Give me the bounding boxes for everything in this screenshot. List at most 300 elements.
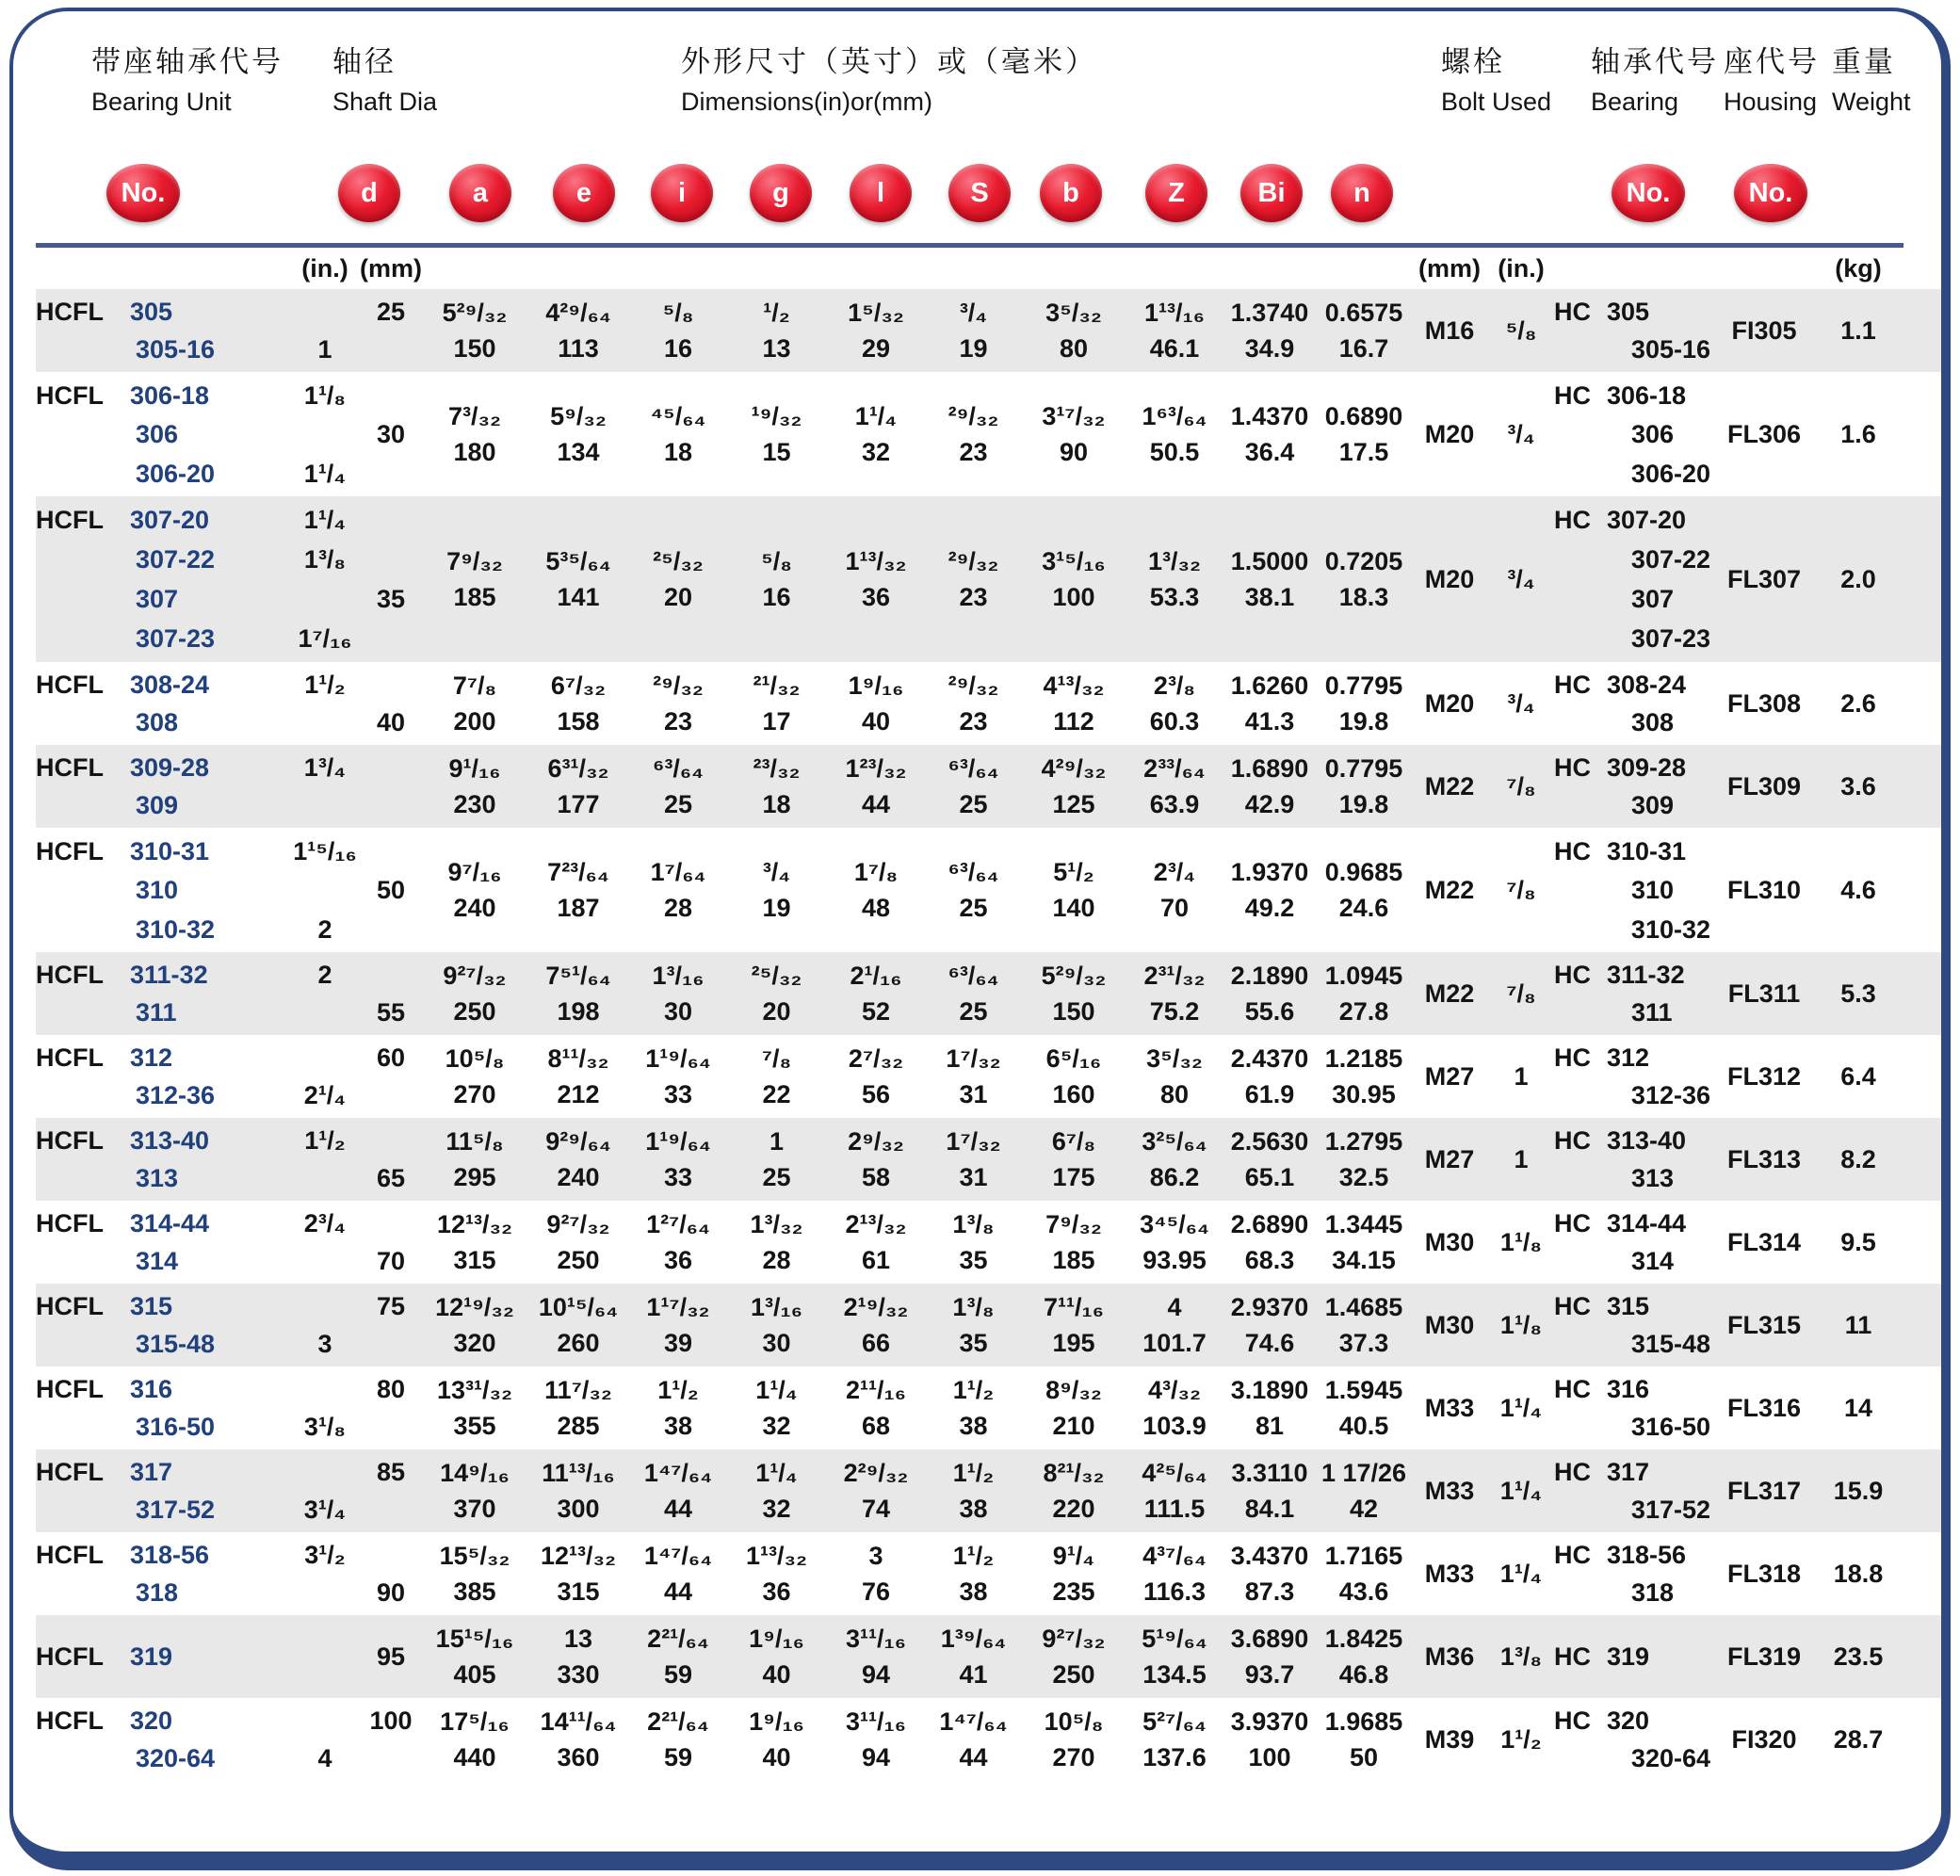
dim-n-in-value: 1.8425 bbox=[1324, 1625, 1403, 1653]
dim-l-in-value: 2¹⁹/₃₂ bbox=[843, 1293, 909, 1321]
dim-z-mm-value: 75.2 bbox=[1149, 997, 1200, 1026]
bearing-no-prefix bbox=[1554, 1577, 1631, 1609]
dim-n-mm-value: 16.7 bbox=[1338, 334, 1389, 363]
dim-z-cell bbox=[1126, 952, 1223, 1035]
bearing-no-number: 306-20 bbox=[1630, 459, 1710, 488]
header-weight-en: Weight bbox=[1832, 88, 1911, 116]
column-badge-l: l bbox=[850, 164, 912, 222]
bearing-no-prefix bbox=[1554, 996, 1631, 1028]
dim-n-in-value: 1.0945 bbox=[1324, 962, 1403, 990]
bearing-no-prefix bbox=[1554, 1245, 1631, 1277]
bearing-no-number: 315-48 bbox=[1630, 1330, 1710, 1359]
column-badge-housing-no: No. bbox=[1734, 164, 1807, 222]
dim-e-cell bbox=[527, 828, 629, 952]
dim-e-cell bbox=[527, 662, 629, 745]
dim-a-in-value: 9¹/₁₆ bbox=[448, 754, 501, 783]
dim-g-in-value: 1 bbox=[769, 1127, 785, 1156]
bearing-unit-no bbox=[36, 789, 290, 821]
column-badge-s: S bbox=[948, 164, 1011, 222]
dim-b-cell bbox=[1021, 828, 1126, 952]
bearing-unit-number: 305 bbox=[130, 297, 173, 326]
dim-s-in-value: 1³/₈ bbox=[952, 1210, 995, 1238]
housing-no-cell bbox=[1710, 1284, 1818, 1367]
dim-n-cell bbox=[1317, 289, 1411, 372]
bearing-no bbox=[1554, 1456, 1710, 1488]
dim-i-in-value: 1¹⁹/₆₄ bbox=[645, 1127, 711, 1156]
shaft-dia-in-value: 1³/₈ bbox=[303, 545, 347, 574]
shaft-dia-mm-value: 85 bbox=[376, 1457, 406, 1486]
dim-bi-cell bbox=[1223, 1284, 1317, 1367]
bearing-no-number: 308-24 bbox=[1607, 670, 1687, 699]
dim-l-in-value: 3¹¹/₁₆ bbox=[846, 1625, 906, 1653]
dim-b-in-value: 7⁹/₃₂ bbox=[1045, 1210, 1102, 1238]
bearing-no bbox=[1554, 1207, 1710, 1239]
dim-i-in-value: 1¹/₂ bbox=[657, 1376, 699, 1404]
dim-i-in-value: 2²¹/₆₄ bbox=[647, 1707, 709, 1736]
dim-bi-cell bbox=[1223, 1035, 1317, 1118]
unit-weight-kg: (kg) bbox=[1835, 253, 1882, 283]
dim-e-cell bbox=[527, 1615, 629, 1698]
shaft-dia-mm-value bbox=[360, 1411, 422, 1443]
header-bolt-used-zh: 螺栓 bbox=[1441, 45, 1505, 78]
bearing-unit-no bbox=[36, 1494, 290, 1526]
dim-l-mm-value: 94 bbox=[861, 1660, 891, 1689]
dim-e-in-value: 7²³/₆₄ bbox=[547, 858, 609, 886]
dim-b-mm-value: 125 bbox=[1052, 790, 1095, 818]
weight-cell bbox=[1818, 1284, 1899, 1367]
dim-l-cell bbox=[826, 289, 926, 372]
bearing-no-prefix: HC bbox=[1554, 1374, 1591, 1403]
shaft-dia-mm-cell bbox=[360, 496, 422, 662]
dim-a-in-value: 7³/₃₂ bbox=[448, 402, 501, 430]
shaft-dia-mm-value bbox=[360, 504, 422, 536]
dim-g-mm-value: 32 bbox=[762, 1412, 791, 1440]
dim-s-in-value: 1⁷/₃₂ bbox=[946, 1127, 1001, 1156]
shaft-dia-in-cell bbox=[290, 1367, 360, 1449]
dim-s-mm-value: 38 bbox=[959, 1495, 988, 1523]
bearing-no-prefix: HC bbox=[1554, 752, 1591, 782]
dim-s-cell bbox=[926, 1367, 1021, 1449]
bolt-mm-cell bbox=[1411, 1532, 1488, 1615]
bearing-unit-no bbox=[36, 752, 290, 784]
dim-i-mm-value: 44 bbox=[663, 1577, 693, 1606]
shaft-dia-mm-value: 40 bbox=[376, 708, 406, 737]
dim-g-in-value: ²¹/₃₂ bbox=[753, 671, 801, 700]
dim-n-cell bbox=[1317, 828, 1411, 952]
bearing-unit-prefix bbox=[36, 623, 136, 655]
dim-b-mm-value: 150 bbox=[1052, 997, 1095, 1026]
bearing-no-number: 306 bbox=[1631, 420, 1675, 448]
dim-a-in-value: 13³¹/₃₂ bbox=[437, 1376, 512, 1404]
bearing-no-prefix bbox=[1554, 789, 1631, 821]
dim-n-cell bbox=[1317, 952, 1411, 1035]
shaft-dia-mm-value: 55 bbox=[376, 998, 406, 1027]
housing-no-cell bbox=[1710, 1615, 1818, 1698]
housing-no-value: FL308 bbox=[1726, 689, 1802, 718]
shaft-dia-mm-value bbox=[360, 1328, 422, 1360]
housing-no-value: FI305 bbox=[1731, 316, 1797, 345]
column-badge-e: e bbox=[553, 164, 615, 222]
bearing-no-cell bbox=[1554, 1035, 1710, 1118]
bearing-unit-prefix: HCFL bbox=[36, 1457, 104, 1486]
housing-no-cell bbox=[1710, 745, 1818, 828]
dim-b-cell bbox=[1021, 1201, 1126, 1284]
dim-z-in-value: 2³¹/₃₂ bbox=[1143, 962, 1206, 990]
housing-no-cell bbox=[1710, 1118, 1818, 1201]
dim-l-mm-value: 61 bbox=[861, 1246, 891, 1274]
shaft-dia-mm-value bbox=[360, 835, 422, 867]
bearing-no bbox=[1554, 1705, 1710, 1737]
shaft-dia-in-cell bbox=[290, 1035, 360, 1118]
dim-b-in-value: 5²⁹/₃₂ bbox=[1041, 962, 1107, 990]
shaft-dia-in-value: 1¹/₄ bbox=[303, 459, 347, 488]
dim-l-in-value: 2¹/₁₆ bbox=[850, 962, 902, 990]
dim-n-mm-value: 30.95 bbox=[1332, 1080, 1396, 1108]
bearing-unit-no bbox=[36, 669, 290, 701]
dim-a-in-value: 7⁷/₈ bbox=[452, 671, 497, 700]
dim-s-in-value: 1³/₈ bbox=[952, 1293, 995, 1321]
dim-bi-in-value: 3.3110 bbox=[1231, 1459, 1308, 1487]
bolt-in-cell bbox=[1488, 1284, 1554, 1367]
dim-g-mm-value: 19 bbox=[762, 894, 791, 922]
dim-bi-mm-value: 74.6 bbox=[1244, 1329, 1295, 1357]
dim-a-cell bbox=[422, 952, 527, 1035]
dim-l-in-value: 1⁵/₃₂ bbox=[848, 299, 904, 327]
bearing-no-cell bbox=[1554, 662, 1710, 745]
bearing-unit-number: 319 bbox=[130, 1642, 173, 1671]
bearing-unit-no bbox=[36, 1245, 290, 1277]
bearing-no-cell bbox=[1554, 1615, 1710, 1698]
dim-g-cell bbox=[727, 1615, 826, 1698]
bearing-unit-no bbox=[36, 418, 290, 450]
dim-l-mm-value: 40 bbox=[861, 707, 891, 736]
weight-value: 18.8 bbox=[1833, 1560, 1884, 1588]
page-content bbox=[13, 11, 1941, 1852]
dim-i-in-value: 1¹⁹/₆₄ bbox=[645, 1044, 711, 1073]
column-badge-row bbox=[36, 153, 1941, 243]
bearing-no-prefix bbox=[1554, 1411, 1631, 1443]
dim-l-cell bbox=[826, 1698, 926, 1781]
bearing-unit-no bbox=[36, 1079, 290, 1111]
dim-g-in-value: 1¹/₄ bbox=[755, 1459, 798, 1487]
shaft-dia-in-value bbox=[290, 418, 360, 450]
dim-l-cell bbox=[826, 1035, 926, 1118]
dim-a-cell bbox=[422, 1118, 527, 1201]
bearing-no-number: 305 bbox=[1607, 297, 1650, 326]
dim-n-cell bbox=[1317, 496, 1411, 662]
dim-z-cell bbox=[1126, 828, 1223, 952]
dim-z-in-value: 4 bbox=[1167, 1293, 1182, 1321]
dim-b-cell bbox=[1021, 745, 1126, 828]
dim-s-mm-value: 25 bbox=[959, 997, 988, 1026]
table-body bbox=[36, 289, 1941, 1781]
housing-no-cell bbox=[1710, 1201, 1818, 1284]
dim-b-cell bbox=[1021, 1035, 1126, 1118]
weight-value: 8.2 bbox=[1840, 1145, 1876, 1173]
dim-b-mm-value: 80 bbox=[1059, 334, 1089, 363]
bearing-unit-number: 306-18 bbox=[130, 380, 210, 410]
weight-value: 9.5 bbox=[1840, 1228, 1876, 1256]
dim-n-mm-value: 24.6 bbox=[1338, 894, 1389, 922]
dim-a-mm-value: 200 bbox=[453, 707, 496, 736]
bearing-unit-no-cell bbox=[36, 1118, 290, 1201]
dim-n-in-value: 0.7795 bbox=[1324, 754, 1403, 783]
dim-n-cell bbox=[1317, 1201, 1411, 1284]
dim-l-cell bbox=[826, 1118, 926, 1201]
bearing-unit-number: 314-44 bbox=[130, 1208, 210, 1237]
housing-no-cell bbox=[1710, 1367, 1818, 1449]
shaft-dia-mm-cell bbox=[360, 1035, 422, 1118]
dim-z-mm-value: 70 bbox=[1159, 894, 1190, 922]
bearing-unit-prefix: HCFL bbox=[36, 836, 104, 865]
shaft-dia-in-cell bbox=[290, 1284, 360, 1367]
dim-s-mm-value: 35 bbox=[959, 1329, 988, 1357]
bearing-unit-prefix: HCFL bbox=[36, 1374, 104, 1403]
shaft-dia-mm-value bbox=[360, 458, 422, 490]
weight-cell bbox=[1818, 372, 1899, 496]
dim-b-in-value: 9¹/₄ bbox=[1052, 1542, 1095, 1570]
dim-e-mm-value: 141 bbox=[557, 583, 600, 611]
dim-z-mm-value: 134.5 bbox=[1142, 1660, 1207, 1689]
bearing-unit-prefix: HCFL bbox=[36, 297, 104, 326]
dim-b-cell bbox=[1021, 1118, 1126, 1201]
dim-l-in-value: 3 bbox=[868, 1542, 883, 1570]
bearing-unit-no bbox=[36, 458, 290, 490]
bolt-in-cell bbox=[1488, 1201, 1554, 1284]
shaft-dia-mm-value: 50 bbox=[376, 876, 406, 904]
bearing-no bbox=[1554, 1742, 1710, 1774]
shaft-dia-mm-value bbox=[360, 789, 422, 821]
dim-s-cell bbox=[926, 828, 1021, 952]
bearing-no bbox=[1554, 296, 1710, 328]
bolt-in-value: 1¹/₄ bbox=[1499, 1394, 1543, 1422]
bearing-no-prefix: HC bbox=[1554, 1125, 1591, 1155]
weight-value: 6.4 bbox=[1840, 1062, 1876, 1091]
bearing-unit-number: 305-16 bbox=[136, 335, 216, 364]
bearing-unit-no bbox=[36, 1042, 290, 1074]
bearing-no bbox=[1554, 543, 1710, 575]
bearing-unit-no bbox=[36, 1411, 290, 1443]
dim-g-cell bbox=[727, 662, 826, 745]
dim-a-in-value: 15¹⁵/₁₆ bbox=[435, 1625, 514, 1653]
housing-no-value: FI320 bbox=[1731, 1725, 1797, 1754]
dim-e-mm-value: 187 bbox=[557, 894, 600, 922]
dim-z-cell bbox=[1126, 1615, 1223, 1698]
shaft-dia-in-value bbox=[290, 1373, 360, 1405]
dim-b-in-value: 3⁵/₃₂ bbox=[1045, 299, 1102, 327]
shaft-dia-in-value bbox=[290, 1290, 360, 1322]
dim-e-cell bbox=[527, 1367, 629, 1449]
header-bearing-unit-zh: 带座轴承代号 bbox=[91, 45, 283, 78]
bolt-in-value: 1 bbox=[1514, 1145, 1529, 1173]
bearing-unit-number: 307 bbox=[136, 585, 179, 613]
bearing-no-prefix: HC bbox=[1554, 1642, 1591, 1671]
dim-s-in-value: ²⁹/₃₂ bbox=[948, 547, 999, 575]
shaft-dia-mm-value bbox=[360, 669, 422, 701]
dim-g-in-value: ¹/₂ bbox=[763, 299, 790, 327]
weight-value: 2.0 bbox=[1840, 565, 1876, 593]
dim-z-in-value: 3⁴⁵/₆₄ bbox=[1140, 1210, 1209, 1238]
dim-i-mm-value: 38 bbox=[663, 1412, 693, 1440]
dim-l-mm-value: 29 bbox=[861, 334, 891, 363]
dim-g-cell bbox=[727, 496, 826, 662]
dim-bi-cell bbox=[1223, 1367, 1317, 1449]
bolt-mm-cell bbox=[1411, 1035, 1488, 1118]
dim-l-cell bbox=[826, 745, 926, 828]
bearing-no bbox=[1554, 380, 1710, 412]
dim-i-cell bbox=[629, 1449, 727, 1532]
header-housing bbox=[1724, 38, 1820, 117]
dim-b-in-value: 3¹⁵/₁₆ bbox=[1042, 547, 1106, 575]
dim-z-mm-value: 60.3 bbox=[1149, 707, 1200, 736]
dim-b-in-value: 10⁵/₈ bbox=[1044, 1707, 1104, 1736]
bearing-no-cell bbox=[1554, 372, 1710, 496]
dim-bi-mm-value: 65.1 bbox=[1244, 1163, 1295, 1191]
bearing-no-number: 307 bbox=[1631, 585, 1675, 613]
bearing-unit-no bbox=[36, 543, 290, 575]
shaft-dia-in-value: 2 bbox=[317, 914, 332, 944]
bearing-no-prefix: HC bbox=[1554, 1043, 1591, 1072]
shaft-dia-in-value: 3¹/₂ bbox=[304, 1540, 346, 1569]
dim-g-in-value: ⁷/₈ bbox=[761, 1044, 792, 1073]
dim-bi-in-value: 1.6260 bbox=[1230, 671, 1309, 700]
housing-no-cell bbox=[1710, 1532, 1818, 1615]
dim-e-cell bbox=[527, 1201, 629, 1284]
shaft-dia-mm-value bbox=[360, 914, 422, 946]
dim-a-mm-value: 230 bbox=[453, 790, 496, 818]
table-group bbox=[36, 1698, 1941, 1781]
bearing-unit-number: 320 bbox=[130, 1706, 173, 1735]
shaft-dia-mm-cell bbox=[360, 1118, 422, 1201]
weight-value: 1.6 bbox=[1840, 420, 1876, 448]
bearing-unit-prefix: HCFL bbox=[36, 380, 104, 410]
dim-bi-mm-value: 55.6 bbox=[1244, 997, 1295, 1026]
bearing-unit-no bbox=[36, 623, 290, 655]
dim-z-in-value: 4³/₃₂ bbox=[1148, 1376, 1201, 1404]
bearing-no-prefix: HC bbox=[1554, 960, 1591, 989]
dim-i-mm-value: 25 bbox=[663, 790, 693, 818]
shaft-dia-mm-value: 95 bbox=[376, 1642, 406, 1671]
shaft-dia-in-cell bbox=[290, 1449, 360, 1532]
housing-no-cell bbox=[1710, 1698, 1818, 1781]
column-badge-b: b bbox=[1040, 164, 1102, 222]
shaft-dia-in-value: 3 bbox=[317, 1330, 332, 1359]
shaft-dia-in-value: 4 bbox=[317, 1744, 332, 1773]
housing-no-cell bbox=[1710, 952, 1818, 1035]
bearing-no bbox=[1554, 1411, 1710, 1443]
dim-z-cell bbox=[1126, 496, 1223, 662]
bearing-no bbox=[1554, 752, 1710, 784]
dim-b-mm-value: 175 bbox=[1052, 1163, 1095, 1191]
bearing-unit-prefix bbox=[36, 583, 136, 615]
shaft-dia-in-value bbox=[290, 583, 360, 615]
table-group bbox=[36, 1449, 1941, 1532]
table-group bbox=[36, 952, 1941, 1035]
bearing-unit-number: 306-20 bbox=[136, 459, 216, 488]
dim-b-mm-value: 112 bbox=[1053, 707, 1094, 736]
dim-l-in-value: 2⁹/₃₂ bbox=[848, 1127, 904, 1156]
dim-s-in-value: 1¹/₂ bbox=[952, 1376, 995, 1404]
bearing-unit-prefix bbox=[36, 1742, 136, 1774]
bolt-in-cell bbox=[1488, 1449, 1554, 1532]
dim-a-in-value: 9²⁷/₃₂ bbox=[443, 962, 507, 990]
dim-b-cell bbox=[1021, 372, 1126, 496]
dim-a-mm-value: 250 bbox=[453, 997, 496, 1026]
header-dimensions bbox=[681, 38, 1097, 117]
shaft-dia-mm-value bbox=[360, 1207, 422, 1239]
bearing-unit-number: 315-48 bbox=[136, 1330, 216, 1359]
dim-z-cell bbox=[1126, 1201, 1223, 1284]
dim-s-in-value: 1⁴⁷/₆₄ bbox=[939, 1707, 1008, 1736]
bearing-unit-number: 308-24 bbox=[130, 670, 210, 699]
dim-s-mm-value: 44 bbox=[959, 1743, 988, 1771]
dim-s-cell bbox=[926, 1284, 1021, 1367]
weight-cell bbox=[1818, 828, 1899, 952]
dim-b-in-value: 6⁵/₁₆ bbox=[1045, 1044, 1102, 1073]
weight-value: 28.7 bbox=[1833, 1725, 1884, 1754]
dim-b-in-value: 4¹³/₃₂ bbox=[1043, 671, 1105, 700]
dim-b-mm-value: 210 bbox=[1052, 1412, 1095, 1440]
unit-shaft-mm: (mm) bbox=[360, 253, 422, 283]
weight-value: 4.6 bbox=[1840, 876, 1876, 904]
bearing-no-number: 314 bbox=[1631, 1247, 1675, 1276]
shaft-dia-in-value: 2 bbox=[317, 960, 332, 989]
bearing-no bbox=[1554, 914, 1710, 946]
dim-b-mm-value: 270 bbox=[1052, 1743, 1095, 1771]
bearing-no bbox=[1554, 669, 1710, 701]
bearing-no-number: 318 bbox=[1631, 1578, 1675, 1608]
bolt-mm-cell bbox=[1411, 1449, 1488, 1532]
bearing-no bbox=[1554, 1373, 1710, 1405]
bearing-unit-prefix: HCFL bbox=[36, 1642, 104, 1671]
dim-g-cell bbox=[727, 289, 826, 372]
dim-g-cell bbox=[727, 745, 826, 828]
bolt-mm-cell bbox=[1411, 1201, 1488, 1284]
dim-bi-mm-value: 42.9 bbox=[1244, 790, 1295, 818]
dim-e-in-value: 8¹¹/₃₂ bbox=[547, 1044, 609, 1073]
table-group bbox=[36, 1615, 1941, 1698]
bearing-no-number: 318-56 bbox=[1607, 1540, 1687, 1569]
bearing-unit-no-cell bbox=[36, 1367, 290, 1449]
bearing-no-prefix: HC bbox=[1554, 506, 1591, 534]
dim-n-mm-value: 43.6 bbox=[1338, 1577, 1389, 1606]
dim-a-mm-value: 240 bbox=[453, 894, 496, 922]
shaft-dia-in-value bbox=[290, 1705, 360, 1737]
bearing-unit-no-cell bbox=[36, 1035, 290, 1118]
catalog-page-card bbox=[9, 8, 1951, 1870]
bearing-no-number: 311 bbox=[1631, 998, 1673, 1027]
housing-no-value: FL311 bbox=[1727, 979, 1801, 1008]
dim-b-mm-value: 235 bbox=[1052, 1577, 1095, 1606]
dim-s-cell bbox=[926, 1449, 1021, 1532]
shaft-dia-in-cell bbox=[290, 496, 360, 662]
dim-l-cell bbox=[826, 1449, 926, 1532]
shaft-dia-mm-cell bbox=[360, 1449, 422, 1532]
bearing-no-number: 310-31 bbox=[1607, 836, 1687, 865]
dim-bi-cell bbox=[1223, 1449, 1317, 1532]
dim-a-in-value: 12¹³/₃₂ bbox=[437, 1210, 512, 1238]
bearing-no bbox=[1554, 583, 1710, 615]
housing-no-value: FL319 bbox=[1726, 1642, 1802, 1671]
bolt-mm-value: M20 bbox=[1424, 689, 1475, 718]
dim-bi-in-value: 3.6890 bbox=[1230, 1625, 1309, 1653]
bolt-mm-cell bbox=[1411, 1367, 1488, 1449]
bearing-unit-number: 316 bbox=[130, 1374, 173, 1403]
dim-a-cell bbox=[422, 1367, 527, 1449]
dim-n-mm-value: 37.3 bbox=[1338, 1329, 1389, 1357]
table-group bbox=[36, 828, 1941, 952]
dim-a-cell bbox=[422, 372, 527, 496]
